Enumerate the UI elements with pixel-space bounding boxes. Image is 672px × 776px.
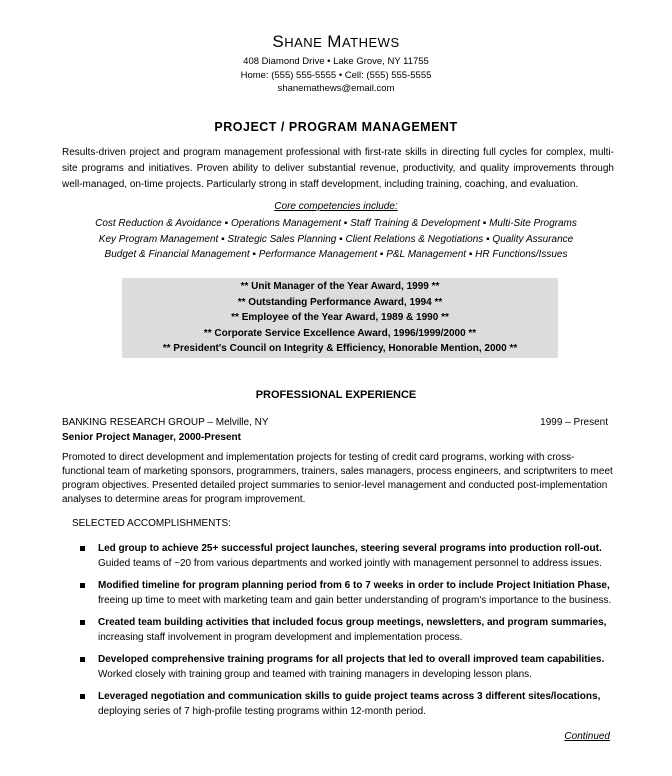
accomplishment-detail: Worked closely with training group and teamed with training managers in developing lesson plans. (98, 669, 532, 680)
award-item: ** Employee of the Year Award, 1989 & 1990 ** (231, 312, 449, 323)
core-competencies-line: Key Program Management ▪ Strategic Sales Planning ▪ Client Relations & Negotiations ▪ Quality Assurance (98, 234, 574, 245)
core-competencies-heading: Core competencies include: (274, 201, 398, 212)
job-title: Senior Project Manager, 2000-Present (62, 432, 241, 443)
employer-name: BANKING RESEARCH GROUP – Melville, NY (62, 417, 269, 428)
bullet-icon (80, 657, 85, 662)
continued-link[interactable]: Continued (564, 731, 610, 742)
summary-paragraph: Results-driven project and program management professional with first-rate skills in directing full cycles for complex, multi-site programs and initiatives. Proven ability to deliver substantial revenue, productivity, and quality improvements through well-managed, on-time projects. Particularly strong in staff development, including training, coaching, and evaluation. (62, 147, 614, 190)
core-competencies-line: Cost Reduction & Avoidance ▪ Operations Management ▪ Staff Training & Development ▪ Multi-Site Programs (95, 218, 577, 229)
accomplishment-detail: Guided teams of ~20 from various departments and worked jointly with management personnel to address issues. (98, 558, 602, 569)
bullet-icon (80, 546, 85, 551)
candidate-name-text: SHANE MATHEWS (272, 32, 400, 51)
accomplishments-heading: SELECTED ACCOMPLISHMENTS: (72, 518, 231, 529)
accomplishment-lead: Leveraged negotiation and communication skills to guide project teams across 3 different sites/locations, (98, 691, 601, 702)
objective-title: PROJECT / PROGRAM MANAGEMENT (214, 120, 458, 134)
bullet-icon (80, 620, 85, 625)
award-item: ** Outstanding Performance Award, 1994 ** (237, 297, 443, 308)
accomplishment-lead: Developed comprehensive training programs for all projects that led to overall improved team capabilities. (98, 654, 605, 665)
accomplishment-lead: Led group to achieve 25+ successful project launches, steering several programs into production roll-out. (98, 543, 602, 554)
email-line: shanemathews@email.com (277, 83, 395, 94)
award-item: ** President's Council on Integrity & Efficiency, Honorable Mention, 2000 ** (162, 343, 518, 354)
core-competencies-line: Budget & Financial Management ▪ Performance Management ▪ P&L Management ▪ HR Functions/Issues (104, 249, 568, 260)
address-line: 408 Diamond Drive • Lake Grove, NY 11755 (243, 56, 429, 67)
employment-dates: 1999 – Present (540, 417, 608, 428)
job-description: Promoted to direct development and implementation projects for testing of credit card programs, working with cross-functional team of marketing sponsors, programmers, trainers, sales managers, process engineers, and scriptwriters to meet program objectives. Presented detailed project summaries to senior-level management and conducted post-implementation analyses to determine areas for program improvement. (62, 452, 613, 505)
accomplishment-detail: deploying series of 7 high-profile testing programs within 12-month period. (98, 706, 426, 717)
bullet-icon (80, 583, 85, 588)
experience-heading: PROFESSIONAL EXPERIENCE (255, 389, 417, 401)
accomplishment-detail: increasing staff involvement in program development and implementation process. (98, 632, 463, 643)
accomplishment-lead: Modified timeline for program planning period from 6 to 7 weeks in order to include Project Initiation Phase, (98, 580, 610, 591)
award-item: ** Unit Manager of the Year Award, 1999 ** (240, 281, 440, 292)
phone-line: Home: (555) 555-5555 • Cell: (555) 555-5555 (240, 70, 432, 81)
award-item: ** Corporate Service Excellence Award, 1996/1999/2000 ** (203, 328, 477, 339)
bullet-icon (80, 694, 85, 699)
accomplishment-lead: Created team building activities that included focus group meetings, newsletters, and program summaries, (98, 617, 607, 628)
accomplishment-detail: freeing up time to meet with marketing team and gain better understanding of program's importance to the business. (98, 595, 612, 606)
candidate-name (0, 32, 672, 52)
awards-box (122, 278, 558, 358)
